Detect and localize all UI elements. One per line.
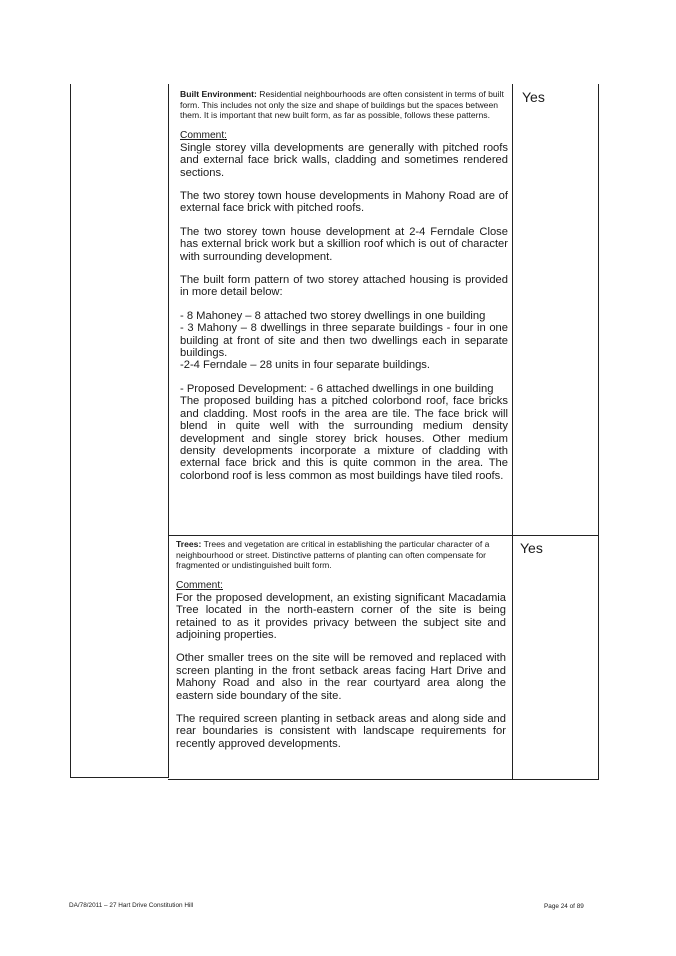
comment-paragraph: The required screen planting in setback areas and along side and rear boundaries is consistent with landscape requirements for recently approved developments. xyxy=(176,713,506,750)
list-item: -2-4 Ferndale – 28 units in four separate buildings. xyxy=(180,359,431,372)
proposed-development-text: The proposed building has a pitched colorbond roof, face bricks and cladding. Most roofs in the area are tile. The face brick will blend in quite well with the surrounding medium density development and single storey brick houses. Other medium density developments incorporate a mixture of cladding with external face brick and this is quite common in the area. The colorbond roof is less common as most buildings have tiled roofs. xyxy=(180,395,508,482)
proposed-development-heading: - Proposed Development: - 6 attached dwellings in one building xyxy=(180,382,494,395)
table-divider-col1 xyxy=(168,84,169,778)
criterion-heading: Built Environment: xyxy=(180,89,257,99)
footer-page-number: Page 24 of 89 xyxy=(544,903,584,910)
comment-paragraph: Other smaller trees on the site will be removed and replaced with screen planting in the front setback areas facing Hart Drive and Mahony Road and also in the rear courtyard area along the eastern side boundary of the site. xyxy=(176,652,506,702)
row-divider xyxy=(168,535,598,536)
compliance-value: Yes xyxy=(522,89,545,105)
comment-label: Comment: xyxy=(180,129,227,141)
comment-label: Comment: xyxy=(176,579,223,591)
criterion-text xyxy=(180,89,508,121)
table-border-right xyxy=(598,84,599,780)
table-divider-col2 xyxy=(512,84,513,780)
criterion-heading: Trees: xyxy=(176,539,202,549)
comment-paragraph: The two storey town house developments in Mahony Road are of external face brick with pitched roofs. xyxy=(180,190,508,215)
table-border-left xyxy=(70,84,71,778)
table-bottom-border xyxy=(70,777,168,778)
comment-paragraph: Single storey villa developments are generally with pitched roofs and external face brick walls, cladding and sometimes rendered sections. xyxy=(180,141,508,179)
compliance-value: Yes xyxy=(520,540,543,556)
trees-cell xyxy=(176,539,506,750)
list-item: - 3 Mahony – 8 dwellings in three separate buildings - four in one building at front of site and then two dwellings each in separate buildings. xyxy=(180,322,508,360)
built-environment-cell xyxy=(180,89,508,482)
criterion-text xyxy=(176,539,506,571)
comment-paragraph: The two storey town house development at 2-4 Ferndale Close has external brick work but a skillion roof which is out of character with surrounding development. xyxy=(180,225,508,263)
table-bottom-border xyxy=(168,779,598,780)
comment-paragraph: For the proposed development, an existing significant Macadamia Tree located in the north-eastern corner of the site is being retained to as it provides privacy between the subject site and adjoining properties. xyxy=(176,591,506,641)
criterion-description: Trees and vegetation are critical in establishing the particular character of a neighbourhood or street. Distinctive patterns of planting can often compensate for fragmented or undistinguished built form. xyxy=(176,539,490,571)
criterion-description: Residential neighbourhoods are often consistent in terms of built form. This includes not only the size and shape of buildings but the spaces between them. It is important that new built form, as far as possible, follows these patterns. xyxy=(180,89,504,121)
list-item: - 8 Mahoney – 8 attached two storey dwellings in one building xyxy=(180,309,486,322)
footer-document-reference: DA/78/2011 – 27 Hart Drive Constitution Hill xyxy=(69,902,194,909)
dwelling-list xyxy=(180,310,508,372)
comment-paragraph: The built form pattern of two storey attached housing is provided in more detail below: xyxy=(180,274,508,299)
